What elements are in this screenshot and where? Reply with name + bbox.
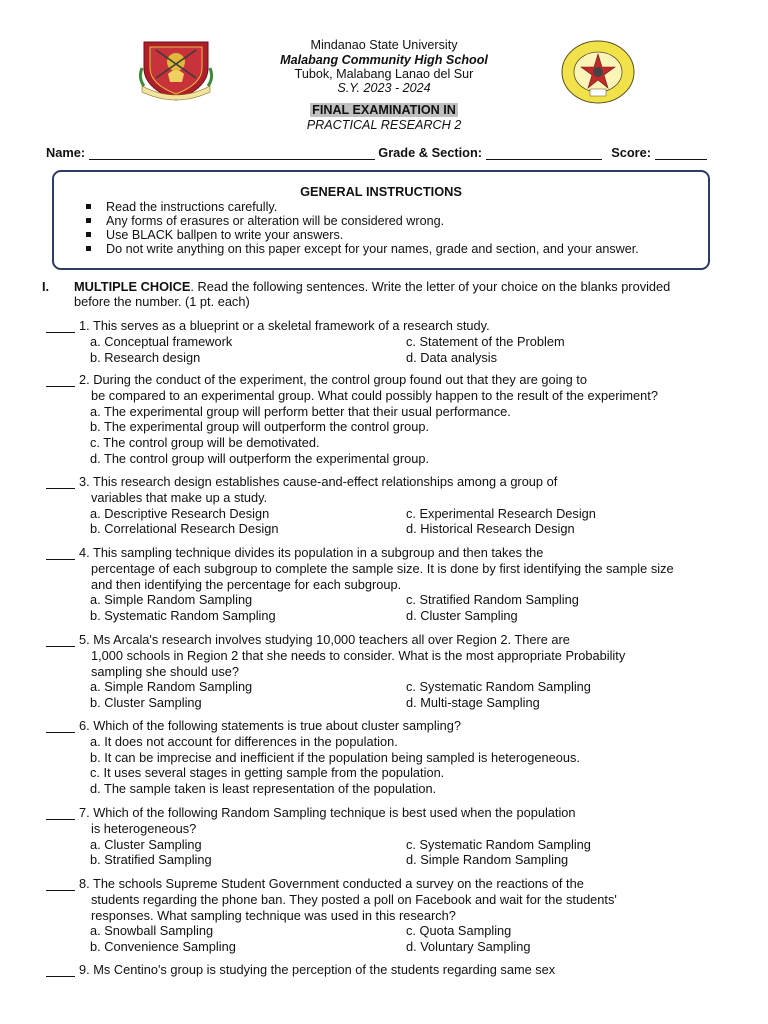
answer-option: d. The control group will outperform the experimental group.: [90, 451, 430, 466]
answer-option: a. Descriptive Research Design: [90, 505, 270, 521]
answer-option: d. The sample taken is least representation of the population.: [90, 781, 437, 797]
answer-blank[interactable]: [46, 321, 75, 333]
question-text-continued: 1,000 schools in Region 2 that she needs to consider. What is the most appropriate Probability: [91, 647, 626, 663]
answer-option: c. Systematic Random Sampling: [406, 679, 591, 695]
instructions-title: GENERAL INSTRUCTIONS: [300, 184, 462, 199]
question-text-continued: sampling she should use?: [91, 663, 239, 679]
question-text: 9. Ms Centino's group is studying the perception of the students regarding same sex: [46, 962, 555, 977]
question-text: 1. This serves as a blueprint or a skeletal framework of a research study.: [46, 318, 490, 333]
question-text: 3. This research design establishes cause-and-effect relationships among a group of: [46, 474, 557, 489]
answer-option: d. Data analysis: [406, 349, 498, 365]
question-text-continued: responses. What sampling technique was used in this research?: [91, 907, 456, 923]
bullet-icon: [86, 246, 91, 251]
section-directions-2: before the number. (1 pt. each): [74, 294, 250, 309]
bullet-icon: [86, 204, 91, 209]
instruction-item: Read the instructions carefully.: [86, 200, 277, 214]
question-text: 6. Which of the following statements is true about cluster sampling?: [46, 718, 461, 733]
answer-option: b. Systematic Random Sampling: [90, 608, 276, 624]
question-text-continued: be compared to an experimental group. What could possibly happen to the result of the experiment?: [91, 387, 658, 403]
answer-option: b. Stratified Sampling: [90, 852, 212, 868]
score-label: Score:: [611, 145, 652, 160]
section-directions-text-1: . Read the following sentences. Write the letter of your choice on the blanks provided: [190, 279, 671, 294]
instruction-item: Do not write anything on this paper except for your names, grade and section, and your answer.: [86, 242, 639, 256]
exam-title-row: [0, 103, 768, 118]
question-text-continued: and then identifying the percentage for each subgroup.: [91, 576, 402, 592]
question-text: 7. Which of the following Random Sampling technique is best used when the population: [46, 805, 576, 820]
answer-option: a. The experimental group will perform better that their usual performance.: [90, 403, 511, 419]
answer-option: a. Simple Random Sampling: [90, 679, 253, 695]
answer-blank[interactable]: [46, 375, 75, 387]
exam-title: FINAL EXAMINATION IN: [312, 103, 456, 117]
answer-option: a. Cluster Sampling: [90, 836, 202, 852]
question-text-continued: percentage of each subgroup to complete the sample size. It is done by first identifying the sample size: [91, 560, 674, 576]
grade-section-label: Grade & Section:: [378, 145, 483, 160]
answer-option: b. It can be imprecise and inefficient if the population being sampled is heterogeneous.: [90, 749, 580, 765]
university-name: Mindanao State University: [310, 38, 458, 52]
section-directions: [74, 279, 670, 294]
answer-option: d. Cluster Sampling: [406, 608, 518, 624]
question-text: 4. This sampling technique divides its population in a subgroup and then takes the: [46, 545, 543, 560]
grade-section-blank[interactable]: [486, 147, 602, 160]
answer-option: c. It uses several stages in getting sample from the population.: [90, 765, 445, 781]
question-text-continued: students regarding the phone ban. They posted a poll on Facebook and wait for the students': [91, 891, 617, 907]
question-text: 2. During the conduct of the experiment, the control group found out that they are going to: [46, 372, 587, 387]
score-blank[interactable]: [655, 147, 707, 160]
instruction-item: Any forms of erasures or alteration will be considered wrong.: [86, 214, 444, 228]
bullet-icon: [86, 218, 91, 223]
answer-option: d. Simple Random Sampling: [406, 852, 569, 868]
answer-option: b. Cluster Sampling: [90, 695, 202, 711]
answer-blank[interactable]: [46, 721, 75, 733]
answer-blank[interactable]: [46, 477, 75, 489]
answer-option: b. The experimental group will outperform the control group.: [90, 419, 430, 435]
answer-blank[interactable]: [46, 879, 75, 891]
instruction-item: Use BLACK ballpen to write your answers.: [86, 228, 343, 242]
answer-option: c. Stratified Random Sampling: [406, 592, 579, 608]
subject-title: PRACTICAL RESEARCH 2: [306, 118, 462, 132]
school-address: Tubok, Malabang Lanao del Sur: [294, 67, 474, 81]
answer-option: d. Multi-stage Sampling: [406, 695, 540, 711]
name-label: Name:: [46, 145, 86, 160]
answer-blank[interactable]: [46, 548, 75, 560]
question-text: 8. The schools Supreme Student Government conducted a survey on the reactions of the: [46, 876, 584, 891]
question-text-continued: variables that make up a study.: [91, 489, 268, 505]
answer-option: c. Experimental Research Design: [406, 505, 596, 521]
answer-option: d. Voluntary Sampling: [406, 939, 531, 955]
answer-blank[interactable]: [46, 635, 75, 647]
school-name: Malabang Community High School: [280, 53, 488, 67]
question-text: 5. Ms Arcala's research involves studying 10,000 teachers all over Region 2. There are: [46, 632, 570, 647]
answer-option: a. Snowball Sampling: [90, 923, 214, 939]
answer-option: b. Convenience Sampling: [90, 939, 236, 955]
answer-blank[interactable]: [46, 965, 75, 977]
answer-option: c. Statement of the Problem: [406, 333, 565, 349]
answer-blank[interactable]: [46, 808, 75, 820]
answer-option: a. Simple Random Sampling: [90, 592, 253, 608]
question-text-continued: is heterogeneous?: [91, 820, 197, 836]
answer-option: a. It does not account for differences in the population.: [90, 733, 398, 749]
answer-option: b. Research design: [90, 349, 201, 365]
bullet-icon: [86, 232, 91, 237]
answer-option: b. Correlational Research Design: [90, 521, 279, 537]
answer-option: d. Historical Research Design: [406, 521, 575, 537]
general-instructions-box: [52, 170, 710, 270]
name-blank[interactable]: [89, 147, 375, 160]
answer-option: a. Conceptual framework: [90, 333, 233, 349]
section-number: I.: [42, 279, 50, 294]
answer-option: c. Quota Sampling: [406, 923, 512, 939]
school-year: S.Y. 2023 - 2024: [337, 81, 431, 95]
student-info-row: [46, 145, 720, 160]
answer-option: c. Systematic Random Sampling: [406, 836, 591, 852]
section-title: MULTIPLE CHOICE: [74, 279, 191, 294]
answer-option: c. The control group will be demotivated.: [90, 435, 320, 451]
